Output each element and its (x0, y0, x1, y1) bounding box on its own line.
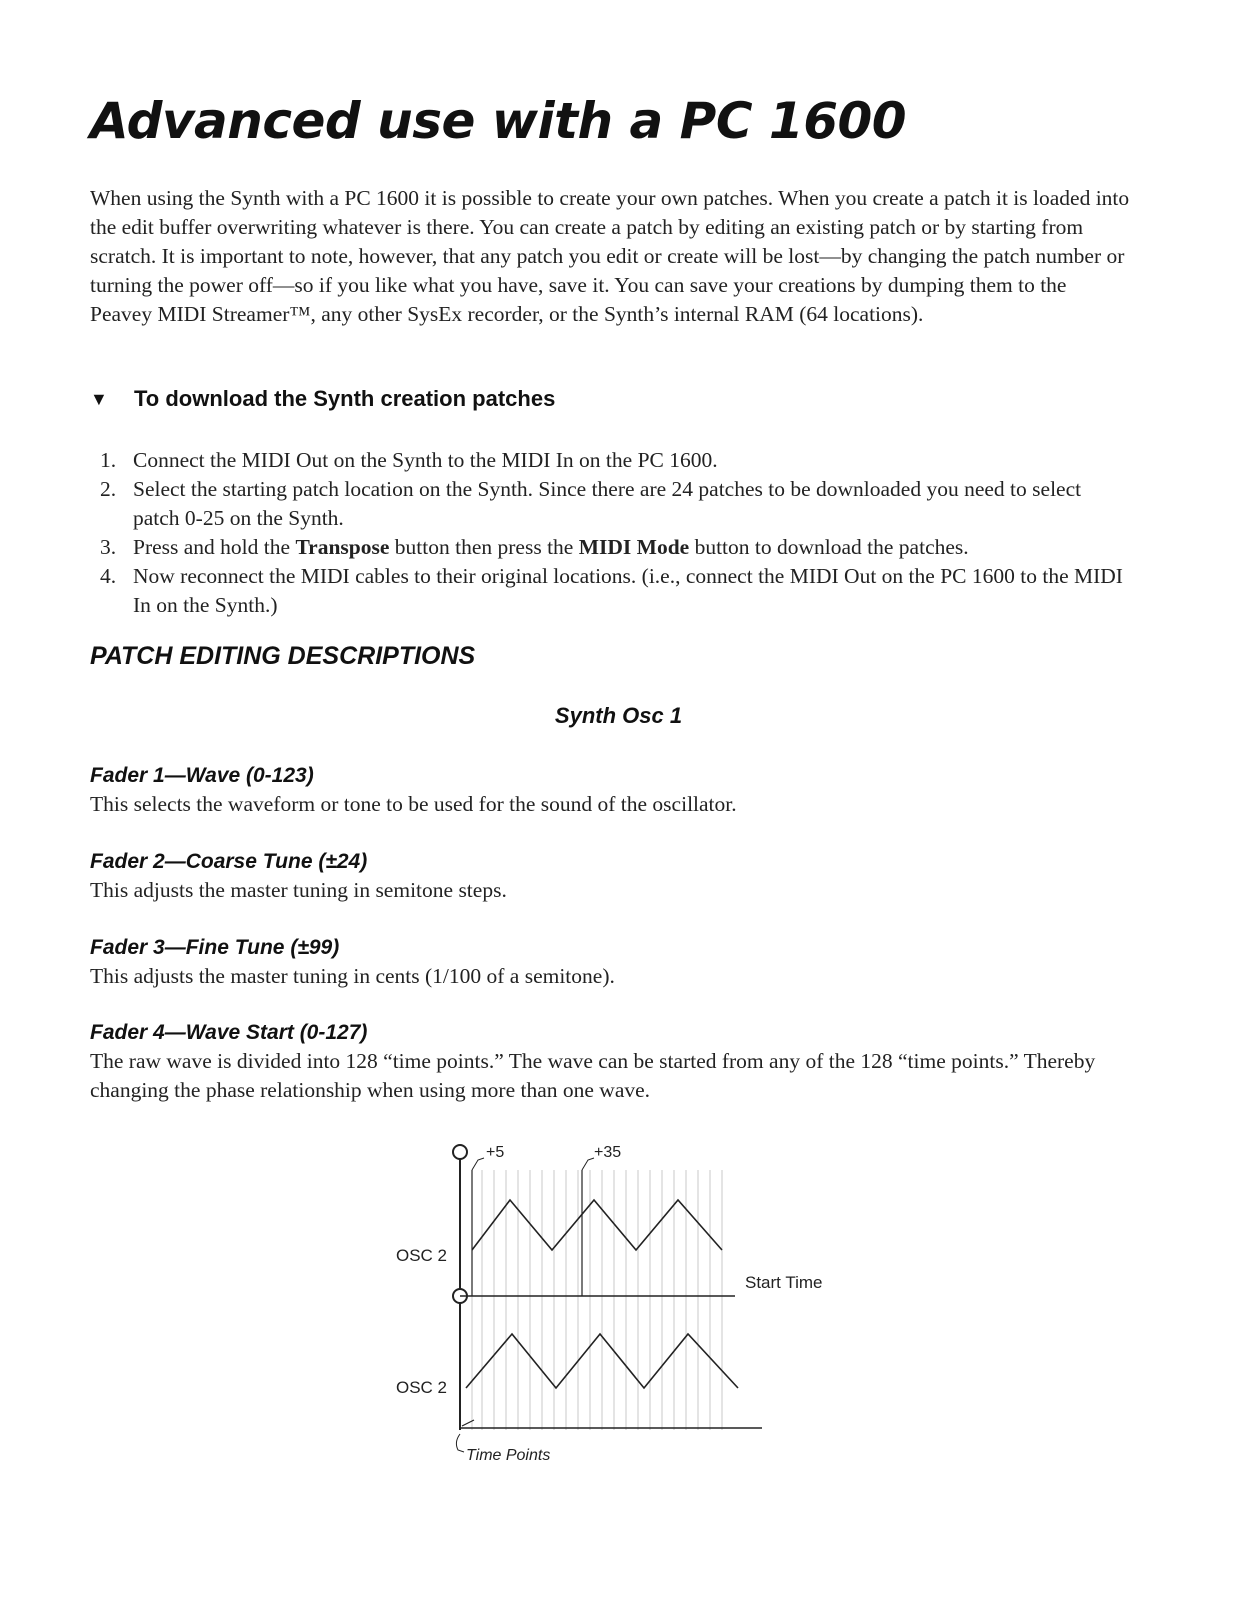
fader-description: This adjusts the master tuning in semitone steps. (90, 878, 507, 902)
fader-description: This adjusts the master tuning in cents (1/100 of a semitone). (90, 964, 615, 988)
step-number: 4. (100, 564, 117, 588)
start-time-label: Start Time (745, 1273, 823, 1292)
fader-title: Fader 4—Wave Start (0-127) (90, 1021, 368, 1044)
plus35-leader (582, 1158, 594, 1170)
fader-4-block (90, 1019, 1130, 1105)
down-triangle-icon: ▼ (90, 389, 108, 409)
fader-title: Fader 3—Fine Tune (±99) (90, 936, 340, 959)
transpose-button-name: Transpose (295, 535, 390, 559)
step-text: Now reconnect the MIDI cables to their original locations. (i.e., connect the MIDI Out on the PC 1600 to the MIDI In on the Synth.) (133, 564, 1123, 617)
time-points-bracket (456, 1434, 464, 1452)
midi-mode-button-name: MIDI Mode (578, 535, 690, 559)
step-item (100, 533, 1130, 562)
osc-lower-label: OSC 2 (396, 1378, 448, 1397)
step-item (100, 475, 1130, 533)
procedure-heading-text: To download the Synth creation patches (134, 386, 556, 411)
step-number: 2. (100, 477, 117, 501)
step-text-before: Press and hold the (133, 535, 296, 559)
time-point-gridlines (472, 1170, 722, 1430)
step-number: 3. (100, 535, 117, 559)
plus5-leader (472, 1158, 484, 1170)
plus5-label: +5 (486, 1144, 505, 1161)
step-item (100, 562, 1130, 620)
procedure-heading (90, 386, 555, 412)
step-item (100, 446, 1130, 475)
step-text: Select the starting patch location on the Synth. Since there are 24 patches to be downloaded you need to select patch 0-25 on the Synth. (133, 477, 1082, 530)
osc-upper-waveform (472, 1200, 722, 1250)
section-subheading: Synth Osc 1 (554, 703, 683, 728)
step-text-after: button to download the patches. (689, 535, 969, 559)
fader-2-block (90, 848, 1130, 905)
osc-upper-label: OSC 2 (396, 1246, 448, 1265)
step-text: Connect the MIDI Out on the Synth to the MIDI In on the PC 1600. (133, 448, 718, 472)
fader-title: Fader 1—Wave (0-123) (90, 764, 314, 787)
zero-marker-top (453, 1145, 467, 1159)
plus35-label: +35 (594, 1144, 622, 1161)
wave-start-diagram (380, 1130, 840, 1480)
fader-description: This selects the waveform or tone to be used for the sound of the oscillator. (90, 792, 737, 816)
fader-3-block (90, 934, 1130, 991)
fader-1-block (90, 762, 1130, 819)
fader-description: The raw wave is divided into 128 “time points.” The wave can be started from any of the 128 “time points.” Thereby changing the phase relationship when using more than one wave. (90, 1049, 1096, 1102)
fader-title: Fader 2—Coarse Tune (±24) (90, 850, 368, 873)
page-title: Advanced use with a PC 1600 (90, 92, 907, 150)
step-text-middle: button then press the (389, 535, 579, 559)
section-heading: PATCH EDITING DESCRIPTIONS (90, 642, 476, 670)
time-points-label: Time Points (466, 1447, 551, 1464)
intro-paragraph: When using the Synth with a PC 1600 it is possible to create your own patches. When you create a patch it is loaded into the edit buffer overwriting whatever is there. You can create a patch by editing an existing patch or by starting from scratch. It is important to note, however, that any patch you edit or create will be lost—by changing the patch number or turning the power off—so if you like what you have, save it. You can save your creations by dumping them to the Peavey MIDI Streamer™, any other SysEx recorder, or the Synth’s internal RAM (64 locations). (90, 186, 1130, 326)
procedure-steps (100, 446, 1130, 620)
step-number: 1. (100, 448, 117, 472)
